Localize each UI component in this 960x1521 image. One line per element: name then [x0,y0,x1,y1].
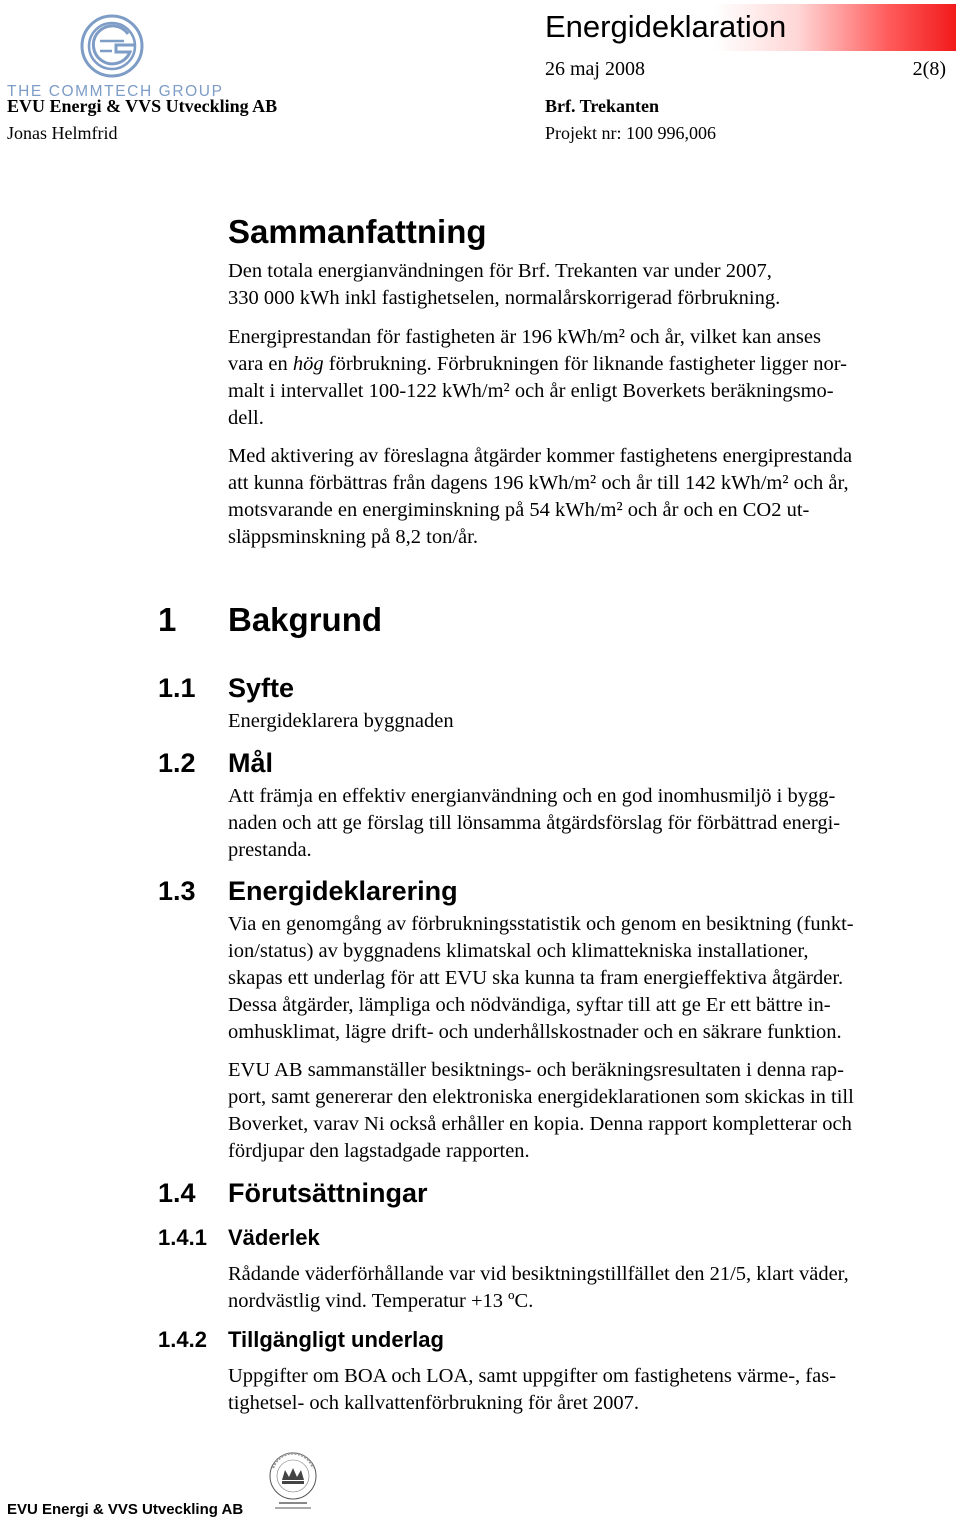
text-line: vara en hög förbrukning. Förbrukningen för liknande fastigheter ligger nor- [228,353,847,375]
text-line: motsvarande en energiminskning på 54 kWh/m² och år och en CO2 ut- [228,499,810,521]
text-line: nordvästlig vind. Temperatur +13 ºC. [228,1290,534,1312]
text-line: Dessa åtgärder, lämpliga och nödvändiga, syftar till att ge Er ett bättre in- [228,994,831,1016]
text-line: Boverket, varav Ni också erhåller en kopia. Denna rapport kompletterar och [228,1113,852,1135]
text-line: tighetsel- och kallvattenförbrukning för året 2007. [228,1392,640,1414]
text-line: Rådande väderförhållande var vid besiktningstillfället den 21/5, klart väder, [228,1263,849,1285]
text-line: EVU AB sammanställer besiktnings- och beräkningsresultaten i denna rap- [228,1059,844,1081]
section-1-4-2-number: 1.4.2 [158,1327,207,1352]
section-1-3-number: 1.3 [158,876,196,906]
text-line: naden och att ge förslag till lönsamma åtgärdsförslag för förbättrad energi- [228,812,841,834]
swedac-seal-icon [265,1450,321,1512]
document-date: 26 maj 2008 [545,58,645,80]
text-line: malt i intervallet 100-122 kWh/m² och år enligt Boverkets beräkningsmo- [228,380,834,402]
section-1-number: 1 [158,601,177,638]
text-line: Via en genomgång av förbrukningsstatistik och genom en besiktning (funkt- [228,913,854,935]
text-line: port, samt genererar den elektroniska energideklarationen som skickas in till [228,1086,854,1108]
text-line: omhusklimat, lägre drift- och underhållskostnader och en säkrare funktion. [228,1021,842,1043]
commtech-logo [78,12,146,80]
text-line: Den totala energianvändningen för Brf. Trekanten var under 2007, [228,260,772,282]
text-line: skapas ett underlag för att EVU ska kunna ta fram energieffektiva åtgärder. [228,967,844,989]
text-line: Energideklarera byggnaden [228,710,454,732]
section-1-3-title: Energideklarering [228,876,458,906]
text-line: Uppgifter om BOA och LOA, samt uppgifter om fastighetens värme-, fas- [228,1365,837,1387]
author-name: Jonas Helmfrid [7,123,118,143]
project-number: Projekt nr: 100 996,006 [545,123,716,143]
text-line: Energiprestandan för fastigheten är 196 kWh/m² och år, vilket kan anses [228,326,821,348]
section-1-2-number: 1.2 [158,748,196,778]
section-1-title: Bakgrund [228,601,383,638]
section-1-3-paragraph-2 [228,1057,948,1165]
client-name: Brf. Trekanten [545,96,660,116]
section-1-3-paragraph-1 [228,911,948,1046]
text-line: Med aktivering av föreslagna åtgärder kommer fastighetens energiprestanda [228,445,853,467]
text-line: dell. [228,407,264,429]
section-1-2-text [228,783,948,864]
company-name: EVU Energi & VVS Utveckling AB [7,96,278,116]
section-1-4-1-title: Väderlek [228,1225,320,1250]
section-1-4-title: Förutsättningar [228,1178,428,1208]
text-line: prestanda. [228,839,312,861]
summary-paragraph-1 [228,258,948,312]
section-1-1-number: 1.1 [158,673,196,703]
section-1-1-text [228,708,948,735]
section-1-1-title: Syfte [228,673,295,703]
document-title: Energideklaration [545,9,787,44]
section-1-4-1-text [228,1261,948,1315]
text-line: att kunna förbättras från dagens 196 kWh/m² och år till 142 kWh/m² och år, [228,472,849,494]
section-1-2-title: Mål [228,748,274,778]
summary-heading: Sammanfattning [228,213,487,250]
text-line: 330 000 kWh inkl fastighetselen, normalårskorrigerad förbrukning. [228,287,781,309]
section-1-4-2-title: Tillgängligt underlag [228,1327,444,1352]
text-line: ion/status) av byggnadens klimatskal och klimattekniska installationer, [228,940,809,962]
text-line: släppsminskning på 8,2 ton/år. [228,526,478,548]
text-line: fördjupar den lagstadgade rapporten. [228,1140,530,1162]
emphasis-hog: hög [292,353,324,375]
summary-paragraph-3 [228,443,948,551]
section-1-4-2-text [228,1363,948,1417]
page-number: 2(8) [912,58,946,80]
section-1-4-1-number: 1.4.1 [158,1225,207,1250]
footer-company: EVU Energi & VVS Utveckling AB [7,1501,244,1518]
section-1-4-number: 1.4 [158,1178,196,1208]
summary-paragraph-2 [228,324,948,432]
text-line: Att främja en effektiv energianvändning och en god inomhusmiljö i bygg- [228,785,836,807]
group-name: THE COMMTECH GROUP [7,83,224,100]
